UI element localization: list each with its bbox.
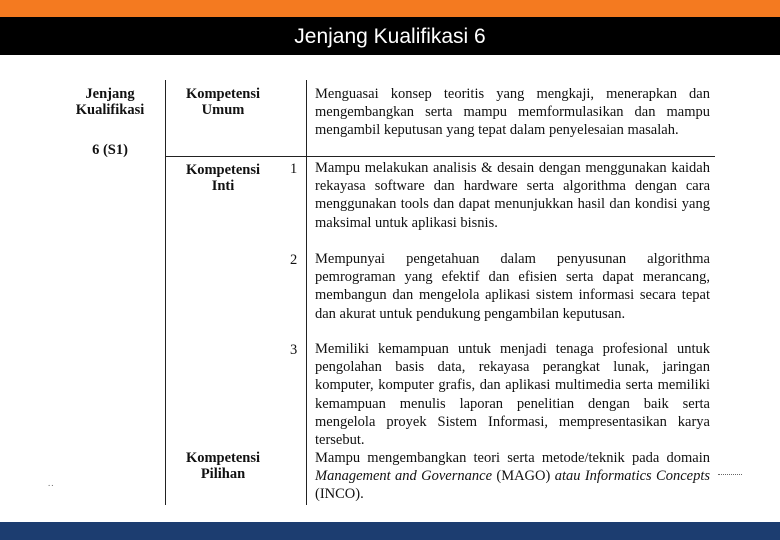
inti-item-3-text: Memiliki kemampuan untuk menjadi tenaga profesional untuk pengolahan basis data, rekayasa perangkat lunak, jaringan komputer, komputer grafis, dan aplikasi multimedia serta memiliki kemampuan menulis laporan penelitian dengan baik serta mengelola proyek Sistem Informasi, mempresentasikan karya tersebut. [315, 341, 710, 449]
level-header-line2: Kualifikasi [75, 102, 145, 118]
item-number-3: 3 [290, 342, 298, 358]
pilihan-italic-mago: Management and Governance [315, 468, 493, 485]
item-number-2: 2 [290, 252, 298, 268]
inti-label-line1: Kompetensi [185, 162, 261, 178]
pilihan-text-part2: (MAGO) [492, 468, 555, 485]
level-header-line1: Jenjang [85, 86, 135, 102]
inti-item-1-text: Mampu melakukan analisis & desain dengan menggunakan kaidah rekayasa software dan hardware serta algorithma dengan cara menggunakan tools dan dapat menunjukkan hasil dan kondisi yang maksimal untuk aplikasi bisnis. [315, 160, 710, 231]
umum-label-line1: Kompetensi [185, 86, 261, 102]
decorative-dots-left: .. [48, 478, 55, 488]
inti-label-line2: Inti [211, 178, 235, 194]
top-accent-bar [0, 0, 780, 17]
slide-title: Jenjang Kualifikasi 6 [294, 25, 486, 48]
table-row-divider [165, 156, 715, 157]
pilihan-text-part3: (INCO). [315, 486, 364, 503]
table-divider-right [306, 80, 307, 505]
bottom-accent-bar [0, 522, 780, 540]
pilihan-text [315, 449, 710, 504]
decorative-dots-right [718, 474, 742, 475]
pilihan-label-line2: Pilihan [200, 466, 246, 482]
item-number-1: 1 [290, 161, 298, 177]
label-kompetensi-umum [168, 86, 278, 118]
level-header [60, 86, 160, 118]
pilihan-label-line1: Kompetensi [185, 450, 261, 466]
table-divider-left [165, 80, 166, 505]
competency-table [60, 80, 720, 505]
level-value: 6 (S1) [92, 142, 128, 158]
label-kompetensi-inti [168, 162, 278, 194]
pilihan-text-part1: Mampu mengembangkan teori serta metode/teknik pada domain [315, 450, 710, 466]
umum-label-line2: Umum [201, 102, 245, 118]
umum-text: Menguasai konsep teoritis yang mengkaji, menerapkan dan mengembangkan serta mampu memformulasikan dan mampu mengambil keputusan yang tepat dalam penyelesaian masalah. [315, 86, 710, 139]
inti-item-2-text: Mempunyai pengetahuan dalam penyusunan algorithma pemrograman yang efektif dan efisien serta dapat merancang, membangun dan mengelola aplikasi sistem informasi secara tepat dan akurat untuk pendukung pengambilan keputusan. [315, 251, 710, 322]
label-kompetensi-pilihan [168, 450, 278, 482]
pilihan-italic-inco: atau Informatics Concepts [554, 468, 710, 485]
